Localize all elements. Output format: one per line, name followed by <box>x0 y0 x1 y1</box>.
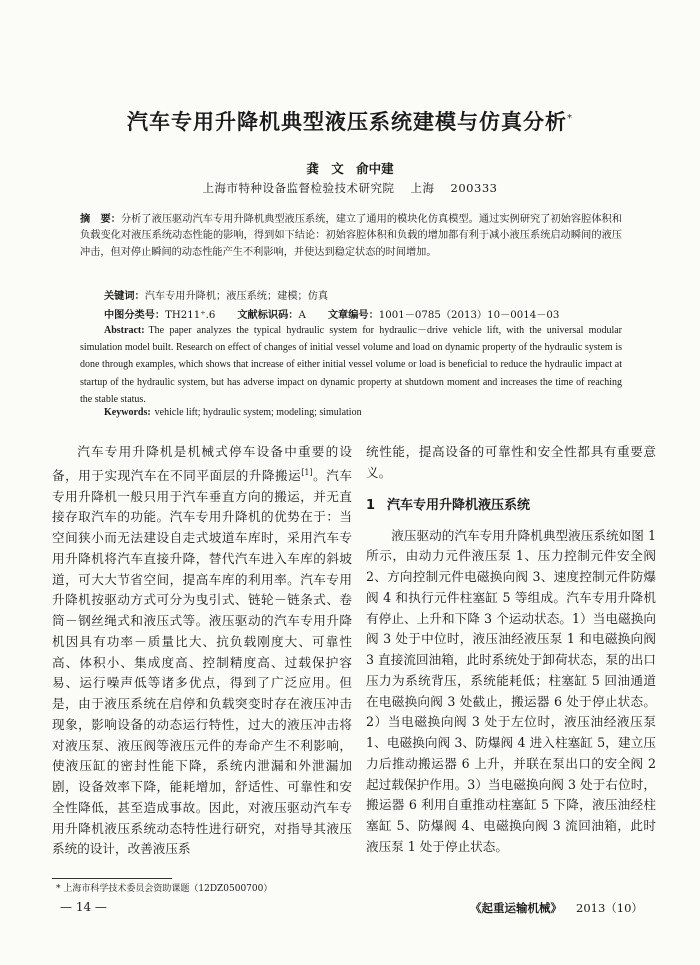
journal-issue: 2013（10） <box>576 901 643 915</box>
body-right-column <box>366 442 656 858</box>
paper-title <box>0 106 700 136</box>
body-left-column <box>52 442 352 860</box>
article-value: 1001－0785（2013）10－0014－03 <box>378 310 560 321</box>
section-title: 汽车专用升降机液压系统 <box>387 497 531 513</box>
abstract-cn <box>80 212 622 261</box>
class-value: TH211⁺.6 <box>165 310 216 321</box>
affiliation-zip: 200333 <box>450 181 498 195</box>
article-label: 文章编号： <box>327 310 379 321</box>
classification-row <box>104 306 559 321</box>
body-right-paragraph-1: 统性能，提高设备的可靠性和安全性都具有重要意义。 <box>366 444 656 480</box>
authors: 龚 文 俞中建 <box>306 161 394 176</box>
body-left-paragraph <box>52 442 352 860</box>
section-heading-1 <box>366 496 656 516</box>
body-left-text-a: 汽车专用升降机是机械式停车设备中重要的设备，用于实现汽车在不同平面层的升降搬运 <box>52 444 352 483</box>
journal-footer <box>470 900 643 916</box>
keywords-en-label: Keywords: <box>104 407 151 418</box>
abstract-en-label: Abstract: <box>104 325 145 336</box>
doc-label: 文献标识码： <box>237 310 299 321</box>
citation-ref: [1] <box>301 467 313 477</box>
keywords-en-text: vehicle lift; hydraulic system; modeling; simulation <box>154 407 362 418</box>
affiliation-name: 上海市特种设备监督检验技术研究院 <box>202 181 395 195</box>
keywords-cn-text: 汽车专用升降机；液压系统；建模；仿真 <box>144 291 329 302</box>
footnote: * 上海市科学技术委员会资助课题（12DZ0500700） <box>56 884 273 894</box>
keywords-cn <box>104 289 646 305</box>
body-right-paragraph-2: 液压驱动的汽车专用升降机典型液压系统如图 1 所示，由动力元件液压泵 1、压力控制元件安全阀 2、方向控制元件电磁换向阀 3、速度控制元件防爆阀 4 和执行元件柱塞缸 5 等组成。汽车专用升降机有停止、上升和下降 3 个运动状态。1）当电磁换向阀 3 处于中位时，液压油经液压泵 1 和电磁换向阀 3 直接流回油箱，此时系统处于卸荷状态，泵的出口压力为系统背压，系统能耗低；柱塞缸 5 回油通道在电磁换向阀 3 处截止，搬运器 6 处于停止状态。2）当电磁换向阀 3 处于左位时，液压油经液压泵 1、电磁换向阀 3、防爆阀 4 进入柱塞缸 5，建立压力后推动搬运器 6 上升，并联在泵出口的安全阀 2 起过载保护作用。3）当电磁换向阀 3 处于右位时，搬运器 6 利用自重推动柱塞缸 5 下降，液压油经柱塞缸 5、防爆阀 4、电磁换向阀 3 流回油箱，此时液压泵 1 处于停止状态。 <box>366 527 656 854</box>
page-number: — 14 — <box>60 900 107 914</box>
abstract-cn-label: 摘 要： <box>80 214 121 225</box>
affiliation <box>0 180 700 196</box>
journal-name: 《起重运输机械》 <box>470 901 562 915</box>
footnote-divider <box>52 878 172 879</box>
title-text: 汽车专用升降机典型液压系统建模与仿真分析 <box>127 110 567 134</box>
doc-value: A <box>298 310 306 321</box>
section-number: 1 <box>366 497 376 513</box>
body-left-text-b: 。汽车专用升降机一般只用于汽车垂直方向的搬运，并无直接存取汽车的功能。汽车专用升降机的优势在于：当空间狭小而无法建设自走式坡道车库时，采用汽车专用升降机将汽车直接升降，替代汽车进入车库的斜坡道，可大大节省空间，提高车库的利用率。汽车专用升降机按驱动方式可分为曳引式、链轮－链条式、卷筒－钢丝绳式和液压式等。液压驱动的汽车专用升降机因具有功率－质量比大、抗负载刚度大、可靠性高、体积小、集成度高、控制精度高、过载保护容易、运行噪声低等诸多优点，得到了广泛应用。但是，由于液压系统在启停和负载突变时存在液压冲击现象，影响设备的动态运行特性，过大的液压冲击将对液压泵、液压阀等液压元件的寿命产生不利影响，使液压缸的密封性能下降，系统内泄漏和外泄漏加剧，设备效率下降，能耗增加，舒适性、可靠性和安全性降低，甚至造成事故。因此，对液压驱动汽车专用升降机液压系统动态特性进行研究，对指导其液压系统的设计，改善液压系 <box>52 467 353 857</box>
keywords-cn-label: 关键词： <box>104 291 145 302</box>
abstract-en-text: The paper analyzes the typical hydraulic system for hydraulic－drive vehicle lift, with the universal modular simulation model built. Research on effect of changes of initial vessel volume and load on dynamic property of the hydraulic system is done through examples, which shows that increase of either initial vessel volume or load is beneficial to reduce the hydraulic impact at startup of the hydraulic system, but has adverse impact on dynamic property at shutdown moment and increases the time of reaching the stable status. <box>80 325 622 405</box>
class-label: 中图分类号： <box>104 310 166 321</box>
abstract-cn-text: 分析了液压驱动汽车专用升降机典型液压系统，建立了通用的模块化仿真模型。通过实例研究了初始容腔体积和负载变化对液压系统动态性能的影响，得到如下结论：初始容腔体积和负载的增加都有利于减小液压系统启动瞬间的液压冲击，但对停止瞬间的动态性能产生不利影响，并使达到稳定状态的时间增加。 <box>80 214 623 258</box>
keywords-en <box>104 405 646 421</box>
title-footnote-mark: * <box>567 113 573 124</box>
affiliation-city: 上海 <box>410 181 435 195</box>
abstract-en <box>80 322 622 408</box>
